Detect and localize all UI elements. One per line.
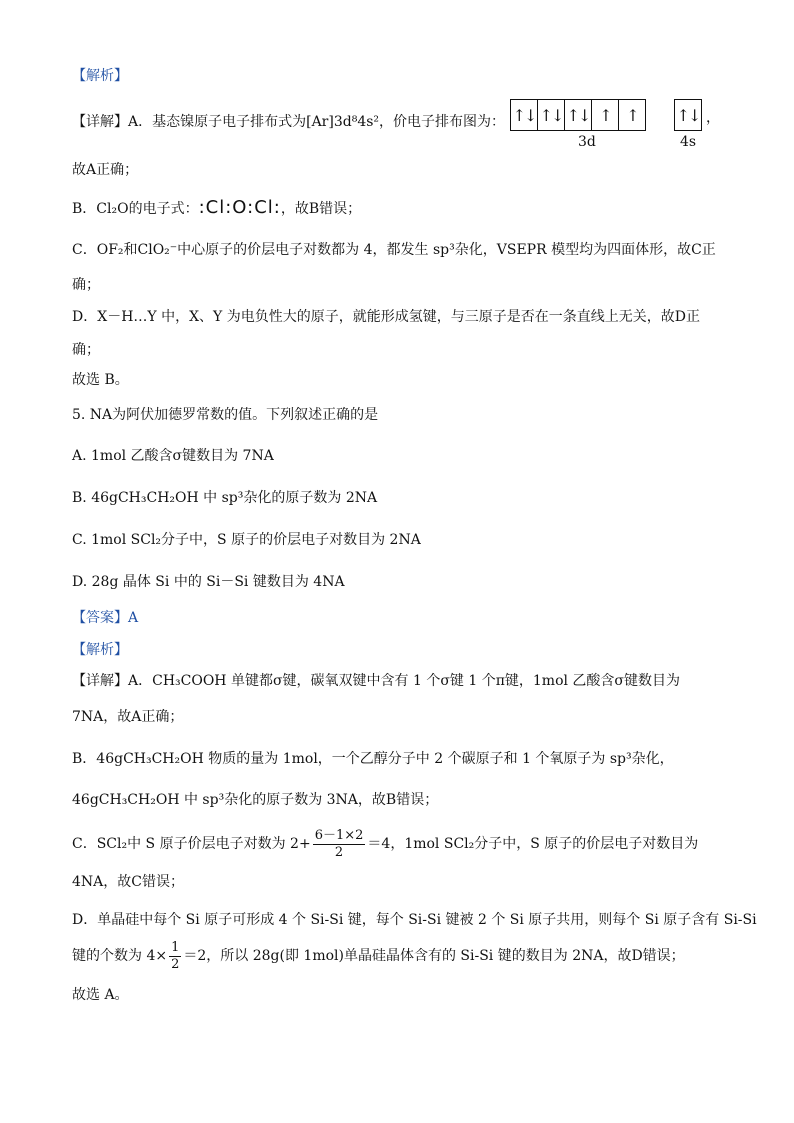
q4-choose: 故选 B。: [72, 372, 129, 388]
c-line-2: 确；: [72, 277, 100, 293]
orbital-3d-box: [510, 99, 646, 131]
label-3d: 3d: [578, 134, 596, 150]
orbital-trailing-comma: ，: [706, 110, 720, 126]
label-4s: 4s: [680, 134, 697, 150]
q5-detail-d-2: [72, 938, 685, 974]
orbital-4s-cell: ↑↓: [676, 105, 700, 125]
b-mid: 的电子式：: [128, 201, 199, 217]
fraction-numerator: 1: [171, 939, 180, 955]
analysis-header-q5: 【解析】: [72, 642, 128, 658]
orbital-4s-box: [674, 99, 702, 131]
q5-detail-d-1: D．单晶硅中每个 Si 原子可形成 4 个 Si-Si 键，每个 Si-Si 键被 2 个 Si 原子共用，则每个 Si 原子含有 Si-Si: [72, 912, 757, 928]
q5-option-b: B. 46gCH₃CH₂OH 中 sp³杂化的原子数为 2NA: [72, 490, 378, 506]
lewis-structure: :Cl:O:Cl:: [198, 197, 281, 218]
q5-detail-c-1: [72, 826, 698, 862]
fraction-numerator: 6－1×2: [314, 827, 364, 843]
orbital-3d-cell: ↑↓: [564, 100, 591, 130]
detail-a-prefix: 【详解】A．基态镍原子电子排布式为: [72, 114, 307, 130]
orbital-3d-cell: ↑: [591, 100, 618, 130]
q5-stem: 5. NA为阿伏加德罗常数的值。下列叙述正确的是: [72, 407, 379, 423]
b-line: [72, 198, 361, 219]
d-line-1: D．X－H…Y 中，X、Y 为电负性大的原子，就能形成氢键，与三原子是否在一条直线上无关，故D正: [72, 309, 700, 325]
fraction-denominator: 2: [334, 844, 344, 860]
q5-detail-c-post: ＝4，1mol SCl₂分子中，S 原子的价层电子对数目为: [367, 836, 699, 852]
orbital-3d-cell: ↑: [618, 100, 645, 130]
detail-a-mid: ，价电子排布图为：: [379, 114, 506, 130]
a-conclusion: 故A正确；: [72, 162, 139, 178]
q5-option-c: C. 1mol SCl₂分子中，S 原子的价层电子对数目为 2NA: [72, 532, 421, 548]
orbital-3d-cell: ↑↓: [512, 105, 536, 125]
q5-detail-a-1: 【详解】A．CH₃COOH 单键都σ键，碳氧双键中含有 1 个σ键 1 个π键，1mol 乙酸含σ键数目为: [72, 673, 680, 689]
q5-detail-a-2: 7NA，故A正确；: [72, 709, 184, 725]
b-formula: Cl₂O: [96, 201, 129, 217]
ni-config: [Ar]3d⁸4s²: [306, 114, 380, 130]
fraction: [169, 940, 181, 973]
orbital-3d-cell: ↑↓: [537, 100, 564, 130]
fraction: [313, 828, 366, 861]
q5-detail-d-pre: 键的个数为 4×: [72, 948, 168, 964]
q5-detail-c-2: 4NA，故C错误；: [72, 874, 184, 890]
b-prefix: B．: [72, 201, 97, 217]
q5-detail-d-post: ＝2，所以 28g(即 1mol)单晶硅晶体含有的 Si-Si 键的数目为 2NA，故D错误；: [183, 948, 685, 964]
q5-option-d: D. 28g 晶体 Si 中的 Si－Si 键数目为 4NA: [72, 574, 345, 590]
d-line-2: 确；: [72, 342, 100, 358]
fraction-denominator: 2: [171, 956, 180, 972]
detail-a-line: [72, 112, 505, 132]
q5-detail-b-2: 46gCH₃CH₂OH 中 sp³杂化的原子数为 3NA，故B错误；: [72, 792, 439, 808]
b-suffix: ，故B错误；: [280, 201, 362, 217]
q5-answer: 【答案】A: [72, 610, 139, 626]
c-line-1: C．OF₂和ClO₂⁻中心原子的价层电子对数都为 4，都发生 sp³杂化，VSEPR 模型均为四面体形，故C正: [72, 242, 716, 258]
q5-detail-c-pre: C．SCl₂中 S 原子价层电子对数为 2+: [72, 836, 311, 852]
analysis-header-q4: 【解析】: [72, 68, 128, 84]
q5-detail-b-1: B．46gCH₃CH₂OH 物质的量为 1mol，一个乙醇分子中 2 个碳原子和 1 个氧原子为 sp³杂化，: [72, 751, 674, 767]
q5-choose: 故选 A。: [72, 987, 129, 1003]
q5-option-a: A. 1mol 乙酸含σ键数目为 7NA: [72, 448, 274, 464]
